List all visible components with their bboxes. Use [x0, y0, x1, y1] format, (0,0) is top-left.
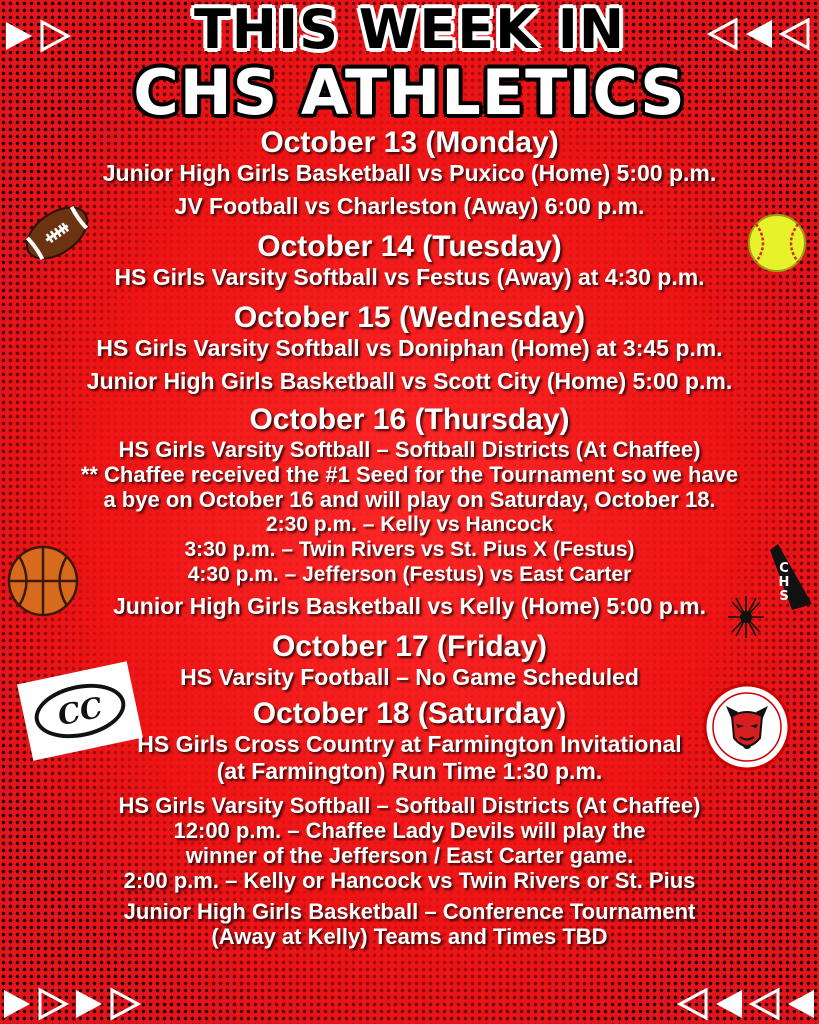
- event-line: Junior High Girls Basketball – Conference Tournament: [123, 899, 696, 924]
- event-note: winner of the Jefferson / East Carter game.: [185, 843, 634, 868]
- play-arrow-outline-icon: [38, 18, 72, 54]
- reverse-arrow-outline-icon: [676, 986, 710, 1022]
- event-line: Junior High Girls Basketball vs Scott City (Home) 5:00 p.m.: [86, 368, 733, 394]
- event-game-time: 2:30 p.m. – Kelly vs Hancock: [265, 513, 554, 536]
- day-heading: October 17 (Friday): [271, 630, 548, 663]
- headline-line-1: THIS WEEK IN: [193, 0, 626, 61]
- play-arrow-icon: [2, 18, 36, 54]
- day-heading: October 14 (Tuesday): [257, 230, 562, 263]
- event-game-time: 3:30 p.m. – Twin Rivers vs St. Pius X (Festus): [184, 538, 635, 561]
- play-arrow-icon: [72, 986, 106, 1022]
- reverse-arrow-icon: [712, 986, 746, 1022]
- play-arrow-outline-icon: [108, 986, 142, 1022]
- event-game-time: 12:00 p.m. – Chaffee Lady Devils will play the: [173, 818, 646, 843]
- event-note: a bye on October 16 and will play on Saturday, October 18.: [103, 487, 716, 512]
- event-line: HS Varsity Football – No Game Scheduled: [180, 664, 639, 690]
- top-right-arrows: [706, 16, 812, 52]
- top-left-arrows: [2, 18, 72, 54]
- event-line: HS Girls Varsity Softball vs Doniphan (Home) at 3:45 p.m.: [96, 335, 723, 361]
- headline-line-2: CHS ATHLETICS: [133, 56, 686, 129]
- play-arrow-icon: [0, 986, 34, 1022]
- event-game-time: 4:30 p.m. – Jefferson (Festus) vs East Carter: [187, 563, 632, 586]
- event-line: Junior High Girls Basketball vs Puxico (Home) 5:00 p.m.: [102, 160, 717, 186]
- reverse-arrow-outline-icon: [778, 16, 812, 52]
- weekly-schedule: [0, 126, 819, 949]
- reverse-arrow-outline-icon: [706, 16, 740, 52]
- event-line: (at Farmington) Run Time 1:30 p.m.: [216, 758, 603, 784]
- event-note: ** Chaffee received the #1 Seed for the Tournament so we have: [80, 462, 739, 487]
- event-line: JV Football vs Charleston (Away) 6:00 p.m.: [174, 193, 645, 219]
- reverse-arrow-icon: [784, 986, 818, 1022]
- event-line: HS Girls Varsity Softball – Softball Districts (At Chaffee): [118, 793, 701, 818]
- day-heading: October 13 (Monday): [260, 126, 559, 159]
- megaphone-label: CHS: [778, 561, 790, 604]
- event-game-time: 2:00 p.m. – Kelly or Hancock vs Twin Rivers or St. Pius: [123, 868, 696, 893]
- day-heading: October 18 (Saturday): [252, 697, 567, 730]
- day-heading: October 16 (Thursday): [249, 403, 570, 436]
- reverse-arrow-outline-icon: [748, 986, 782, 1022]
- event-line: HS Girls Varsity Softball – Softball Districts (At Chaffee): [118, 437, 701, 462]
- event-line: (Away at Kelly) Teams and Times TBD: [211, 924, 608, 949]
- event-line: HS Girls Varsity Softball vs Festus (Away) at 4:30 p.m.: [114, 264, 705, 290]
- event-line: Junior High Girls Basketball vs Kelly (Home) 5:00 p.m.: [112, 593, 707, 619]
- bottom-left-arrows: [0, 986, 142, 1022]
- reverse-arrow-icon: [742, 16, 776, 52]
- cc-logo-text: CC: [54, 690, 106, 732]
- day-heading: October 15 (Wednesday): [233, 301, 586, 334]
- bottom-right-arrows: [676, 986, 818, 1022]
- event-line: HS Girls Cross Country at Farmington Invitational: [137, 731, 682, 757]
- play-arrow-outline-icon: [36, 986, 70, 1022]
